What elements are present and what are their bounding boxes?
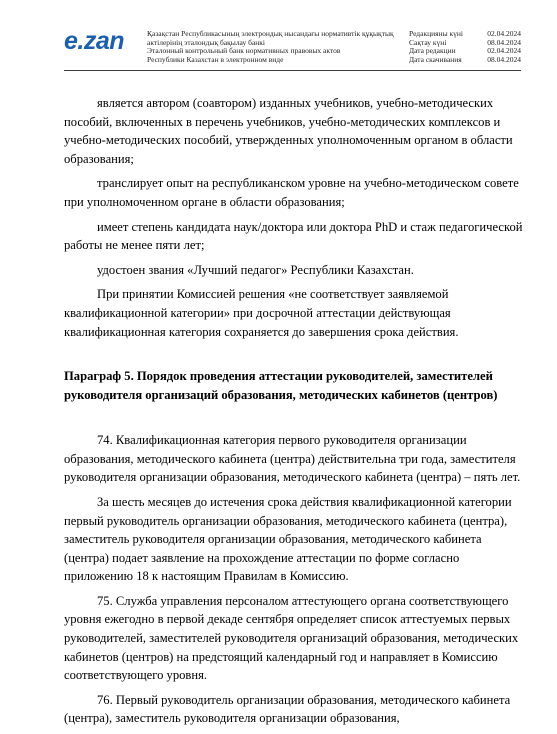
meta-label: Дата редакции [409, 46, 456, 56]
meta-label: Дата скачивания [409, 54, 462, 64]
paragraph: является автором (соавтором) изданных учебников, учебно-методических пособий, включенных в перечень учебников, учебно-методических комплексов и учебно-методических пособий, утвержденных уполномоченным органом в области образования; [64, 96, 513, 166]
paragraph: При принятии Комиссией решения «не соответствует заявляемой квалификационной категории» при досрочной аттестации действующая квалификационная категория сохраняется до завершения срока действия. [64, 287, 459, 339]
paragraph: 74. Квалификационная категория первого руководителя организации образования, методического кабинета (центра) действительна три года, заместителя руководителя организации образования, методического кабинета (центра) – пять лет. [64, 433, 521, 485]
meta-value: 02.04.2024 [487, 46, 521, 56]
paragraph: транслирует опыт на республиканском уровне на учебно-методическом совете при уполномоченном органе в области образования; [64, 176, 519, 209]
meta-row [409, 56, 521, 65]
header-registry-text [147, 30, 397, 64]
header-line: актілерінің эталондық бақылау банкі [147, 37, 266, 47]
section-heading: Параграф 5. Порядок проведения аттестации руководителей, заместителей руководителя организаций образования, методических кабинетов (центров) [64, 369, 498, 403]
header-line: Эталонный контрольный банк нормативных правовых актов [147, 46, 341, 56]
meta-value: 08.04.2024 [487, 37, 521, 47]
paragraph: имеет степень кандидата наук/доктора или доктора PhD и стаж педагогической работы не менее пяти лет; [64, 219, 523, 253]
meta-value: 02.04.2024 [487, 29, 521, 38]
header-line: Қазақстан Республикасының электрондық нысандағы нормативтік құқықтық [147, 29, 394, 38]
paragraph: За шесть месяцев до истечения срока действия квалификационной категории первый руководитель организации образования, методического кабинета (центра), заместитель руководителя организации образования, методического кабинета (центра) подает заявление на прохождение аттестации по форме согласно приложению 18 к настоящим Правилам в Комиссию. [64, 494, 512, 584]
header-dates [409, 30, 521, 64]
header-line: Республики Казахстан в электронном виде [147, 54, 284, 64]
document-header [0, 0, 557, 72]
paragraph: 76. Первый руководитель организации образования, методического кабинета (центра), заместитель руководителя организации образования, [64, 692, 511, 726]
document-body [64, 94, 524, 734]
meta-label: Сақтау күні [409, 37, 447, 47]
header-divider [64, 70, 521, 71]
ezan-logo: e.zan [64, 27, 125, 55]
meta-label: Редакцияны күні [409, 29, 463, 38]
paragraph: 75. Служба управления персоналом аттестующего органа соответствующего уровня ежегодно в первой декаде сентября определяет список аттестуемых первых руководителей, заместителей руководителя организаций образования, методических кабинетов (центров) на предстоящий календарный год и направляет в Комиссию соответствующего уровня. [64, 593, 519, 683]
paragraph: удостоен звания «Лучший педагог» Республики Казахстан. [97, 262, 414, 277]
meta-value: 08.04.2024 [487, 54, 521, 64]
